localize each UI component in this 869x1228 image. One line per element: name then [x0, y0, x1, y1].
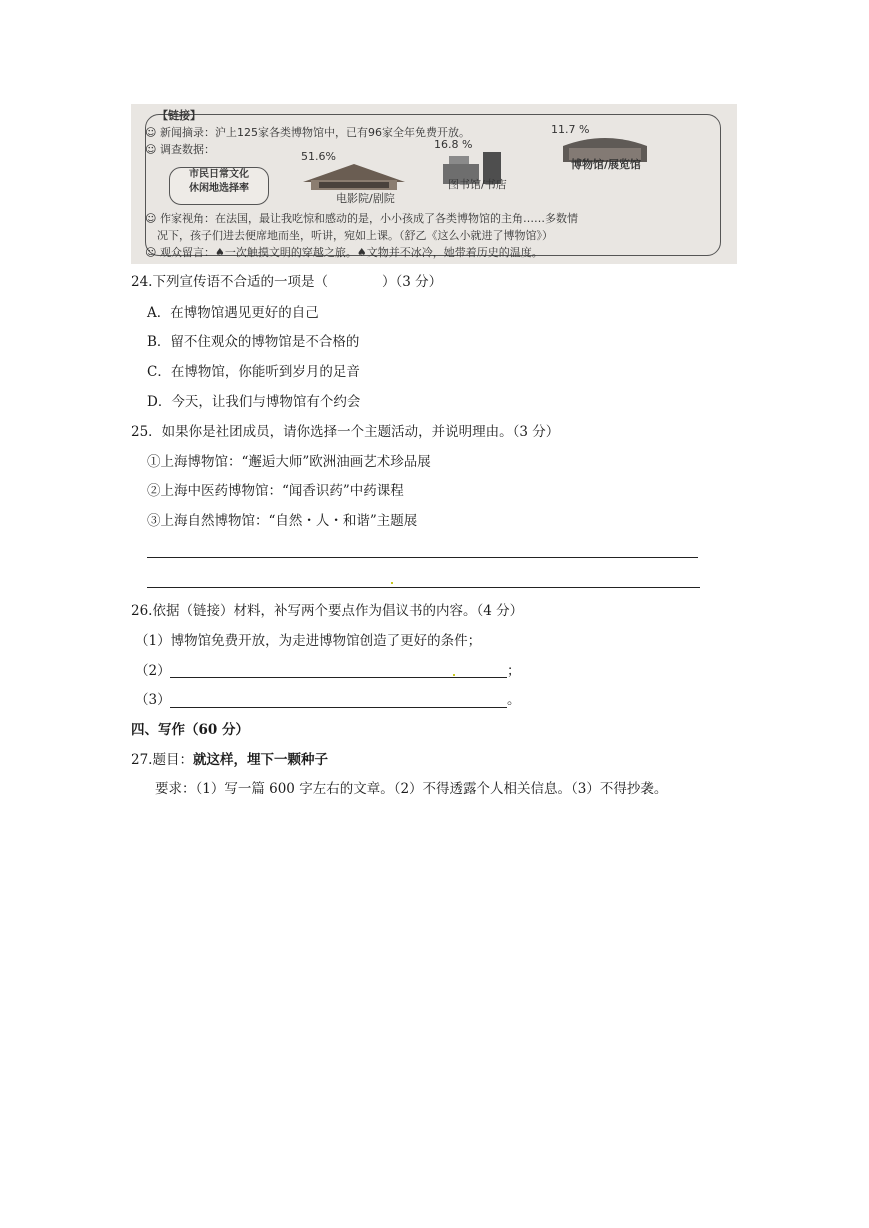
bubble-line1: 市民日常文化: [189, 169, 249, 180]
q27-requirement: 要求：（1）写一篇 600 字左右的文章。（2）不得透露个人相关信息。（3）不得抄袭。: [155, 781, 668, 797]
circle-icon: ☺: [145, 212, 157, 225]
q24-stem: 24.下列宣传语不合适的一项是（ ）（3 分）: [131, 274, 443, 290]
section4-heading: 四、写作（60 分）: [131, 722, 249, 738]
q24-option-c: C．在博物馆，你能听到岁月的足音: [147, 364, 360, 380]
q25-answer-line-2[interactable]: [147, 587, 700, 588]
survey-bubble: [169, 167, 269, 205]
news-text: 沪上125家各类博物馆中，已有96家全年免费开放。: [214, 126, 470, 139]
q26-point-2-blank[interactable]: [170, 677, 507, 678]
view-label: 作家视角：: [159, 212, 215, 225]
comment-line: [145, 244, 543, 260]
link-heading: 【链接】: [157, 109, 201, 122]
bar-label-cinema: 电影院/剧院: [336, 192, 395, 205]
news-label: 新闻摘录：: [159, 126, 215, 139]
view-text2: 况下，孩子们进去便席地而坐，听讲，宛如上课。（舒乙《这么小就进了博物馆》）: [157, 229, 553, 242]
scan-speck: [391, 582, 393, 584]
scan-speck: [453, 674, 455, 676]
link-material-photo: [131, 104, 737, 264]
news-line: [145, 124, 470, 140]
q24-option-d: D．今天，让我们与博物馆有个约会: [147, 394, 361, 410]
q26-point-2-prefix: （2）: [135, 663, 171, 679]
q26-point-2-suffix: ；: [507, 663, 521, 679]
q25-item-3: ③上海自然博物馆：“自然・人・和谐”主题展: [147, 513, 418, 529]
bar-percent-cinema: 51.6%: [301, 150, 336, 163]
q26-point-3-blank[interactable]: [170, 707, 507, 708]
view-text: 在法国，最让我吃惊和感动的是，小小孩成了各类博物馆的主角……多数情: [214, 212, 578, 225]
circle-icon: ☺: [145, 143, 157, 156]
bar-label-museum: 博物馆/展览馆: [571, 158, 642, 171]
circle-icon: ☺: [145, 126, 157, 139]
comment-label: 观众留言：: [159, 246, 215, 259]
bar-percent-library: 16.8 %: [434, 138, 473, 151]
q25-stem: 25．如果你是社团成员，请你选择一个主题活动，并说明理由。（3 分）: [131, 424, 560, 440]
q24-option-a: A．在博物馆遇见更好的自己: [147, 305, 319, 321]
q24-option-b: B．留不住观众的博物馆是不合格的: [147, 334, 360, 350]
survey-line: [145, 141, 215, 157]
q25-item-1: ①上海博物馆：“邂逅大师”欧洲油画艺术珍品展: [147, 454, 431, 470]
comment-text: ♠一次触摸文明的穿越之旅。♠文物并不冰冷，她带着历史的温度。: [214, 246, 543, 259]
q27-title: 就这样，埋下一颗种子: [192, 752, 328, 768]
cinema-building-icon: [299, 162, 409, 192]
q26-stem: 26.依据（链接）材料，补写两个要点作为倡议书的内容。（4 分）: [131, 603, 524, 619]
bubble-line2: 休闲地选择率: [189, 183, 249, 194]
survey-label: 调查数据：: [159, 143, 215, 156]
q26-point-3-prefix: （3）: [135, 692, 171, 708]
q25-item-2: ②上海中医药博物馆：“闻香识药”中药课程: [147, 483, 404, 499]
q26-point-3-suffix: 。: [507, 692, 521, 708]
q26-point-1: （1）博物馆免费开放，为走进博物馆创造了更好的条件；: [135, 633, 482, 649]
view-line: [145, 210, 578, 226]
q25-answer-line-1[interactable]: [147, 557, 698, 558]
bar-label-library: 图书馆/书店: [448, 178, 507, 191]
bar-percent-museum: 11.7 %: [551, 123, 590, 136]
circle-icon: ☺: [145, 246, 157, 259]
q27-prefix: 27.题目：: [131, 752, 193, 768]
q27-line: [131, 751, 328, 769]
